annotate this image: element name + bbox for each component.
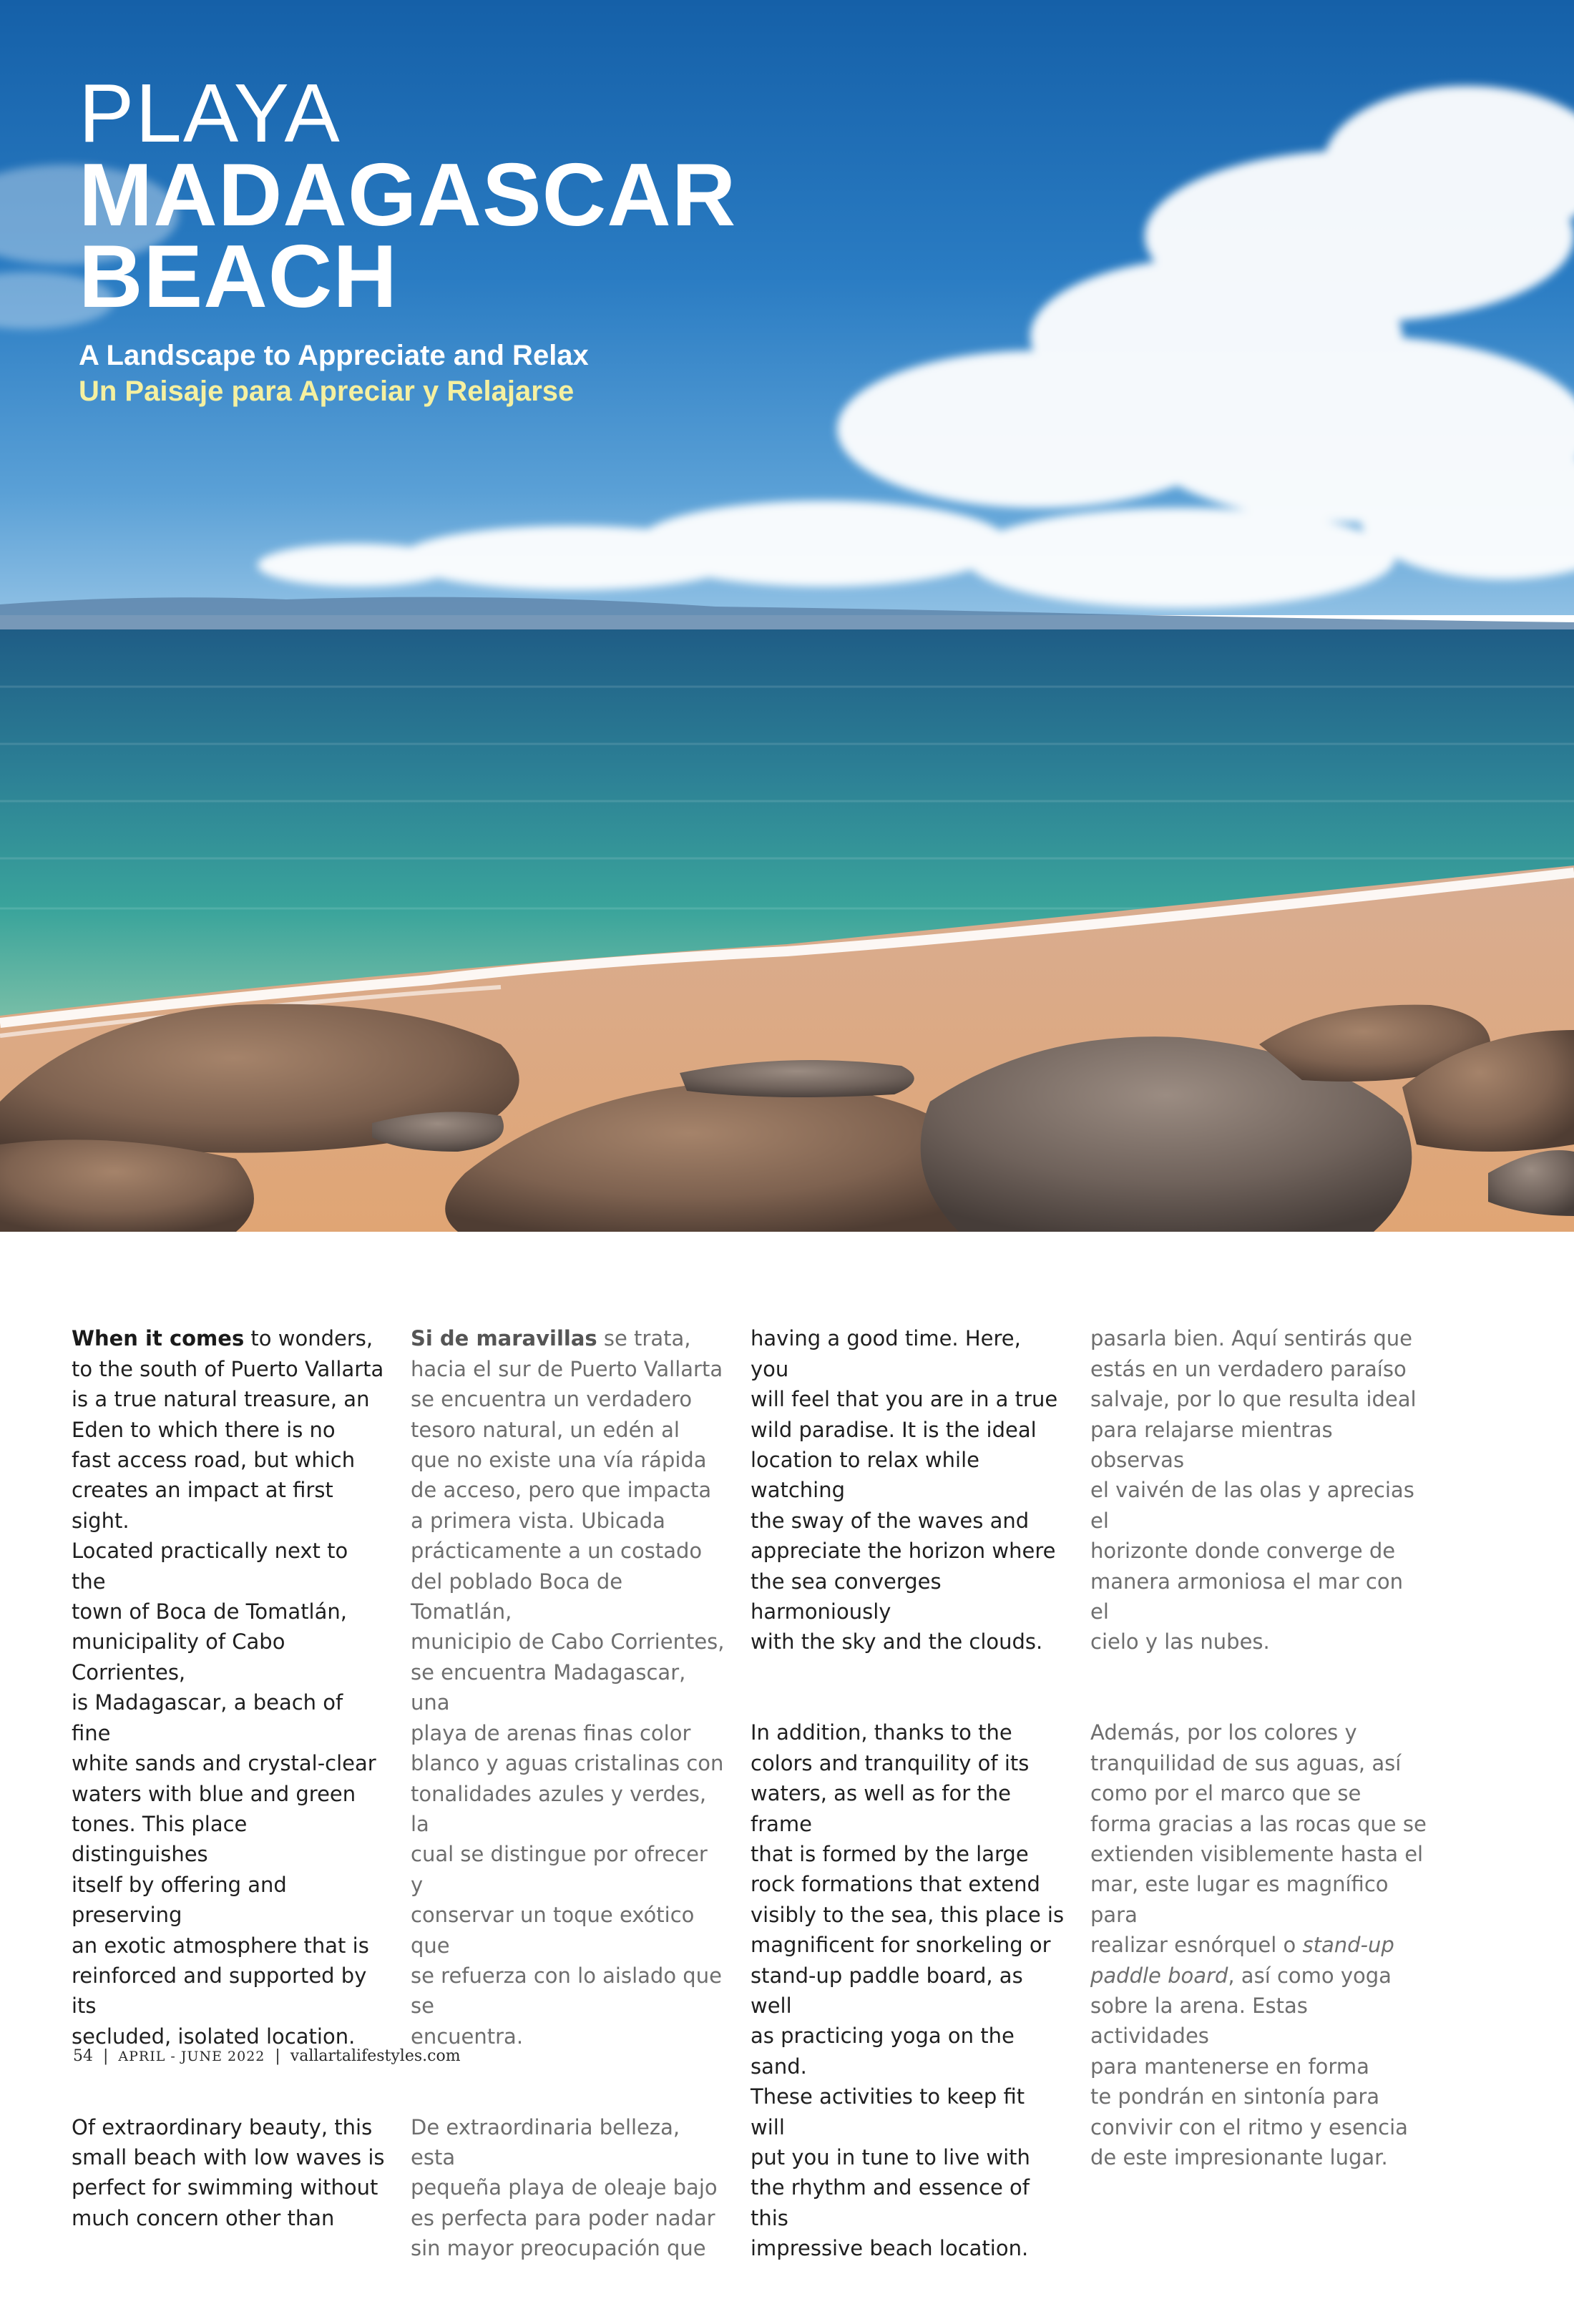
paragraph-text: Además, por los colores y tranquilidad de sus aguas, así como por el marco que se forma gracias a las rocas que se extienden visiblemente hasta el mar, este lugar es magnífico para realizar esnórquel o bbox=[1090, 1720, 1427, 1958]
subtitle-english: A Landscape to Appreciate and Relax bbox=[79, 340, 589, 371]
title-line-beach: BEACH bbox=[79, 227, 398, 326]
page-number: 54 bbox=[73, 2047, 93, 2065]
title-line-madagascar: MADAGASCAR bbox=[79, 146, 737, 245]
title-line-playa: PLAYA bbox=[79, 67, 341, 160]
paragraph bbox=[411, 1323, 725, 2051]
paragraph: De extraordinaria belleza, esta pequeña playa de oleaje bajo es perfecta para poder nadar sin mayor preocupación que bbox=[411, 2114, 718, 2261]
paragraph-text: , así como yoga sobre la arena. Estas actividades para mantenerse en forma te pondrán en sintonía para convivir con el ritmo y esencia de este impresionante lugar. bbox=[1090, 1963, 1408, 2169]
article-column-english-1 bbox=[72, 1293, 386, 2294]
footer-separator: | bbox=[275, 2047, 280, 2065]
subtitle-spanish: Un Paisaje para Apreciar y Relajarse bbox=[79, 376, 575, 407]
title-block bbox=[79, 67, 737, 409]
paragraph: having a good time. Here, you will feel that you are in a true wild paradise. It is the ideal location to relax while watching the sway of the waves and appreciate the horizon where the sea converges harmoniously with the sky and the clouds. bbox=[751, 1326, 1058, 1654]
article-column-spanish-2 bbox=[1090, 1293, 1427, 2233]
lead-in-bold: When it comes bbox=[72, 1326, 245, 1351]
article-column-spanish-1 bbox=[411, 1293, 725, 2324]
paragraph: pasarla bien. Aquí sentirás que estás en un verdadero paraíso salvaje, por lo que resulta ideal para relajarse mientras observas el vaivén de las olas y aprecias el horizonte donde converge de manera armoniosa el mar con el cielo y las nubes. bbox=[1090, 1326, 1417, 1654]
paragraph-text: to wonders, to the south of Puerto Vallarta is a true natural treasure, an Eden to which there is no fast access road, but which creates an impact at first sight. Located practically next to the town of Boca de Tomatlán, municipality of Cabo Corrientes, is Madagascar, a beach of fine white sands and crystal-clear waters with blue and green tones. This place distinguishes itself by offering and preserving an exotic atmosphere that is reinforced and supported by its secluded, isolated location. bbox=[72, 1326, 384, 2049]
website-link[interactable]: vallartalifestyles.com bbox=[290, 2047, 461, 2065]
paragraph bbox=[1090, 1717, 1427, 2172]
paragraph-text: se trata, hacia el sur de Puerto Vallarta se encuentra un verdadero tesoro natural, un edén al que no existe una vía rápida de acceso, pero que impacta a primera vista. Ubicada prácticamente a un costado del poblado Boca de Tomatlán, municipio de Cabo Corrientes, se encuentra Madagascar, una playa de arenas finas color blanco y aguas cristalinas con tonalidades azules y verdes, la cual se distingue por ofrecer y conservar un toque exótico que se refuerza con lo aislado que se encuentra. bbox=[411, 1326, 725, 2049]
issue-date: APRIL - JUNE 2022 bbox=[118, 2049, 265, 2064]
paragraph: Of extraordinary beauty, this small beach with low waves is perfect for swimming without much concern other than bbox=[72, 2114, 385, 2230]
paragraph: In addition, thanks to the colors and tranquility of its waters, as well as for the frame that is formed by the large rock formations that extend visibly to the sea, this place is magnificent for snorkeling or stand-up paddle board, as well as practicing yoga on the sand. These activities to keep fit will put you in tune to live with the rhythm and essence of this impressive beach location. bbox=[751, 1720, 1065, 2261]
article-column-english-2 bbox=[751, 1293, 1065, 2324]
paragraph bbox=[72, 1323, 386, 2051]
lead-in-bold: Si de maravillas bbox=[411, 1326, 597, 1351]
page-footer bbox=[73, 2047, 461, 2065]
italic-term: stand-up paddle board bbox=[1090, 1933, 1394, 1988]
footer-separator: | bbox=[103, 2047, 109, 2065]
